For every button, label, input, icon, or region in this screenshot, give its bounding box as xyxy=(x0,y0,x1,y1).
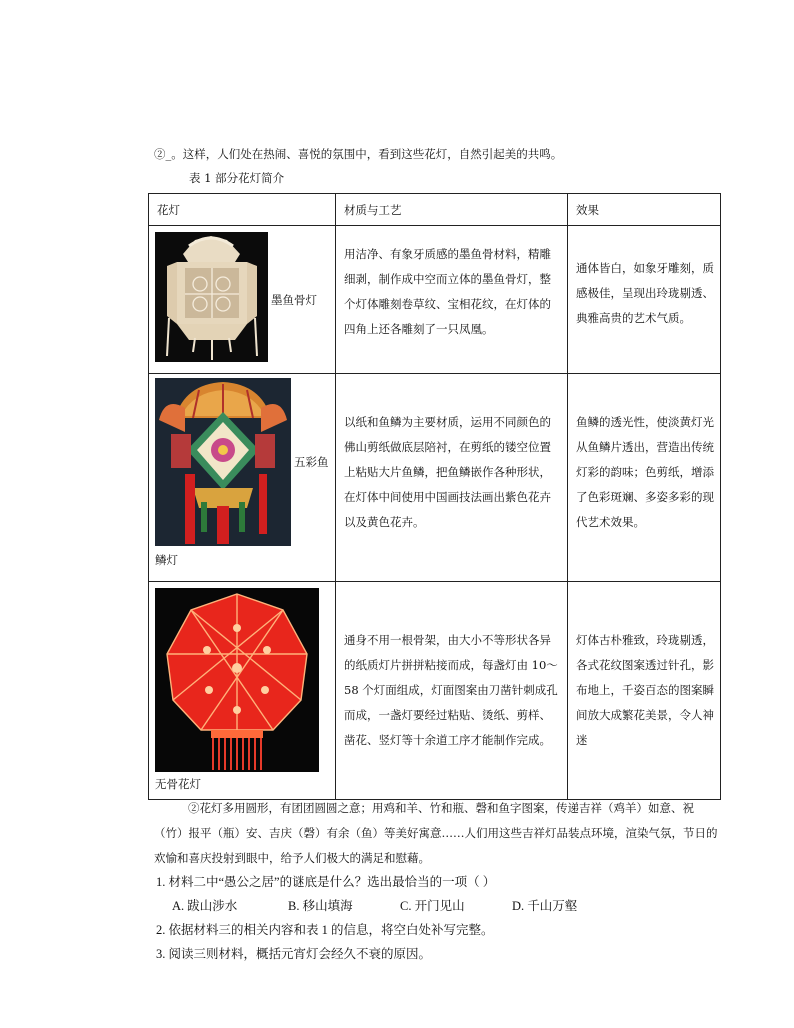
question-1-option-a[interactable]: A. 跋山涉水 xyxy=(172,899,238,913)
effect-cell xyxy=(568,582,721,800)
effect-text: 鱼鳞的透光性，使淡黄灯光从鱼鳞片透出，营造出传统灯彩的韵味；色剪纸，增添了色彩斑斓、多姿多彩的现代艺术效果。 xyxy=(576,415,714,529)
lantern-name-part2: 鳞灯 xyxy=(155,553,178,567)
boneless-lantern-photo xyxy=(155,588,319,772)
lantern-cell xyxy=(149,374,336,582)
table-row xyxy=(149,374,721,582)
lantern-name-part1: 五彩鱼 xyxy=(294,455,329,469)
intro-line: ②_。这样，人们处在热闹、喜悦的氛围中，看到这些花灯，自然引起美的共鸣。 xyxy=(154,147,563,161)
material-cell xyxy=(336,374,568,582)
material-cell xyxy=(336,582,568,800)
lantern-cell xyxy=(149,226,336,374)
five-color-fish-scale-lantern-photo xyxy=(155,378,291,546)
material-text: 用洁净、有象牙质感的墨鱼骨材料，精雕细剥，制作成中空而立体的墨鱼骨灯，整个灯体雕刻卷草纹、宝相花纹，在灯体的四角上还各雕刻了一只凤凰。 xyxy=(344,247,551,336)
table-row xyxy=(149,226,721,374)
table-caption: 表 1 部分花灯简介 xyxy=(189,171,285,185)
header-effect: 效果 xyxy=(568,194,721,226)
question-1-option-b[interactable]: B. 移山填海 xyxy=(288,899,353,913)
question-1: 1. 材料二中“愚公之居”的谜底是什么？选出最恰当的一项（ ） xyxy=(156,875,496,889)
lantern-name: 墨鱼骨灯 xyxy=(271,293,317,307)
effect-text: 通体皆白，如象牙雕刻，质感极佳，呈现出玲珑剔透、典雅高贵的艺术气质。 xyxy=(576,261,714,325)
question-2: 2. 依据材料三的相关内容和表 1 的信息，将空白处补写完整。 xyxy=(156,923,494,937)
lantern-name: 无骨花灯 xyxy=(155,777,201,791)
material-text: 以纸和鱼鳞为主要材质，运用不同颜色的佛山剪纸做底层陪衬，在剪纸的镂空位置上粘贴大片鱼鳞，把鱼鳞嵌作各种形状，在灯体中间使用中国画技法画出紫色花卉以及黄色花卉。 xyxy=(344,415,551,529)
table-header-row xyxy=(149,194,721,226)
header-lantern: 花灯 xyxy=(149,194,336,226)
table-row xyxy=(149,582,721,800)
question-3: 3. 阅读三则材料，概括元宵灯会经久不衰的原因。 xyxy=(156,947,432,961)
fish-bone-lantern-photo xyxy=(155,232,268,362)
material-text: 通身不用一根骨架，由大小不等形状各异的纸质灯片拼拼粘接而成，每盏灯由 10～58 个灯面组成，灯面图案由刀凿针刺成孔而成，一盏灯要经过粘贴、烫纸、剪样、凿花、竖灯等十余道工序才能制作完成。 xyxy=(344,633,558,747)
effect-cell xyxy=(568,226,721,374)
question-1-option-d[interactable]: D. 千山万壑 xyxy=(512,899,578,913)
material-cell xyxy=(336,226,568,374)
header-material: 材质与工艺 xyxy=(336,194,568,226)
effect-cell xyxy=(568,374,721,582)
question-1-option-c[interactable]: C. 开门见山 xyxy=(400,899,465,913)
paragraph: ②花灯多用圆形，有团团圆圆之意；用鸡和羊、竹和瓶、磬和鱼字图案，传递吉祥（鸡羊）如意、祝（竹）报平（瓶）安、吉庆（磬）有余（鱼）等美好寓意……人们用这些吉祥灯品装点环境，渲染气氛，节日的欢愉和喜庆投射到眼中，给予人们极大的满足和慰藉。 xyxy=(154,801,718,865)
lantern-table xyxy=(148,193,721,800)
effect-text: 灯体古朴雅致，玲珑剔透，各式花纹图案透过针孔，影布地上，千姿百态的图案瞬间放大成繁花美景，令人神迷 xyxy=(576,633,714,747)
lantern-cell xyxy=(149,582,336,800)
